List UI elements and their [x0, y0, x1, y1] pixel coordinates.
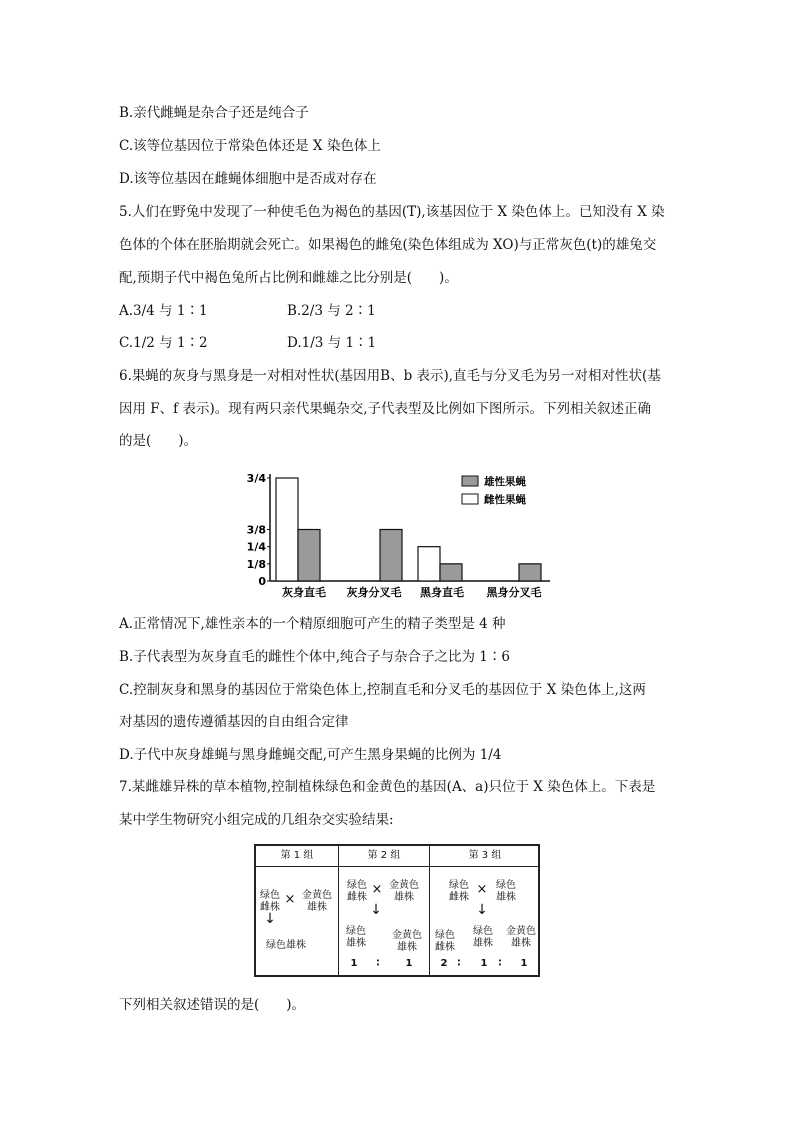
q5-option-c: C.1/2 与 1∶2 [119, 335, 208, 351]
y-tick-label: 1/4 [246, 540, 266, 554]
legend-label-male: 雄性果蝇 [484, 476, 526, 488]
option-d-line: D.该等位基因在雌蝇体细胞中是否成对存在 [119, 171, 377, 187]
y-tick-label: 3/4 [246, 472, 266, 485]
g3-offspring-c: 金黄色 雄株 [506, 926, 536, 949]
legend-swatch-female [462, 494, 478, 504]
cross-results-table [254, 844, 540, 977]
y-tick-label: 3/8 [246, 523, 266, 537]
g1-cross-symbol: × [284, 892, 296, 907]
g1-arrow: ↓ [264, 911, 276, 927]
g3-ratio-sep2: ∶ [498, 958, 502, 969]
q6-stem-line2: 因用 F、f 表示)。现有两只亲代果蝇杂交,子代表型及比例如下图所示。下列相关叙述正确 [119, 401, 652, 417]
g2-cross-symbol: × [371, 882, 383, 897]
legend-label-female: 雌性果蝇 [484, 494, 526, 506]
table-header-group3: 第 3 组 [468, 850, 502, 861]
x-category-label: 灰身直毛 [282, 586, 326, 599]
x-category-label: 黑身分叉毛 [486, 586, 542, 599]
q5-stem-line1: 5.人们在野兔中发现了一种使毛色为褐色的基因(T),该基因位于 X 染色体上。已知没有 X 染 [119, 204, 665, 220]
bar-female-3 [418, 547, 440, 581]
g3-ratio-sep1: ∶ [457, 958, 461, 969]
q5-option-b: B.2/3 与 2∶1 [287, 303, 376, 319]
g3-offspring-b: 绿色 雄株 [473, 926, 493, 949]
g2-offspring-b: 金黄色 雄株 [392, 930, 422, 953]
bar-male-3 [440, 564, 462, 581]
bar-chart [238, 464, 558, 604]
q5-option-a: A.3/4 与 1∶1 [119, 303, 208, 319]
q6-option-a: A.正常情况下,雄性亲本的一个精原细胞可产生的精子类型是 4 种 [119, 616, 506, 632]
g2-ratio-b: 1 [405, 958, 413, 969]
table-header-group2: 第 2 组 [367, 850, 401, 861]
q6-option-c-line1: C.控制灰身和黑身的基因位于常染色体上,控制直毛和分叉毛的基因位于 X 染色体上,这两 [119, 682, 646, 698]
g2-offspring-a: 绿色 雄株 [346, 926, 366, 949]
g1-offspring: 绿色雄株 [266, 940, 306, 951]
g2-parent-female: 绿色 雌株 [347, 880, 367, 903]
g2-parent-male: 金黄色 雄株 [389, 880, 419, 903]
g3-ratio-b: 1 [480, 958, 488, 969]
q6-option-c-line2: 对基因的遗传遵循基因的自由组合定律 [119, 714, 349, 730]
bar-male-1 [298, 530, 320, 582]
bar-male-4 [519, 564, 541, 581]
q5-stem-line2: 色体的个体在胚胎期就会死亡。如果褐色的雌兔(染色体组成为 XO)与正常灰色(t)的雄兔交 [119, 237, 657, 253]
g3-ratio-c: 1 [520, 958, 528, 969]
g1-parent-male: 金黄色 雄株 [302, 890, 332, 913]
g2-ratio-a: 1 [350, 958, 358, 969]
q7-stem-line3: 下列相关叙述错误的是( )。 [119, 997, 306, 1013]
table-header-group1: 第 1 组 [280, 850, 314, 861]
g2-ratio-sep: ∶ [376, 958, 380, 969]
y-tick-label: 0 [258, 575, 266, 588]
g3-parent-female: 绿色 雌株 [449, 880, 469, 903]
q5-stem-line3: 配,预期子代中褐色兔所占比例和雌雄之比分别是( )。 [119, 270, 458, 286]
q6-stem-line3: 的是( )。 [119, 433, 198, 449]
q6-option-d: D.子代中灰身雄蝇与黑身雌蝇交配,可产生黑身果蝇的比例为 1/4 [119, 747, 502, 763]
g1-parent-female: 绿色 雌株 [260, 890, 280, 913]
g2-arrow: ↓ [370, 902, 382, 918]
option-c-line: C.该等位基因位于常染色体还是 X 染色体上 [119, 138, 381, 154]
q5-option-d: D.1/3 与 1∶1 [287, 335, 377, 351]
q7-stem-line1: 7.某雌雄异株的草本植物,控制植株绿色和金黄色的基因(A、a)只位于 X 染色体上。下表是 [119, 779, 656, 795]
g3-offspring-a: 绿色 雌株 [435, 930, 455, 953]
option-b-line: B.亲代雌蝇是杂合子还是纯合子 [119, 105, 309, 121]
g3-parent-male: 绿色 雄株 [496, 880, 516, 903]
q7-stem-line2: 某中学生物研究小组完成的几组杂交实验结果: [119, 812, 394, 828]
q6-stem-line1: 6.果蝇的灰身与黑身是一对相对性状(基因用B、b 表示),直毛与分叉毛为另一对相对性状(基 [119, 368, 661, 384]
bar-male-2 [380, 530, 402, 582]
legend-swatch-male [462, 476, 478, 486]
g3-ratio-a: 2 [440, 958, 448, 969]
q6-option-b: B.子代表型为灰身直毛的雌性个体中,纯合子与杂合子之比为 1∶6 [119, 649, 510, 665]
y-tick-label: 1/8 [246, 557, 266, 571]
x-category-label: 灰身分叉毛 [346, 586, 402, 599]
x-category-label: 黑身直毛 [420, 586, 464, 599]
g3-cross-symbol: × [476, 882, 488, 897]
g3-arrow: ↓ [476, 902, 488, 918]
bar-female-1 [276, 478, 298, 581]
